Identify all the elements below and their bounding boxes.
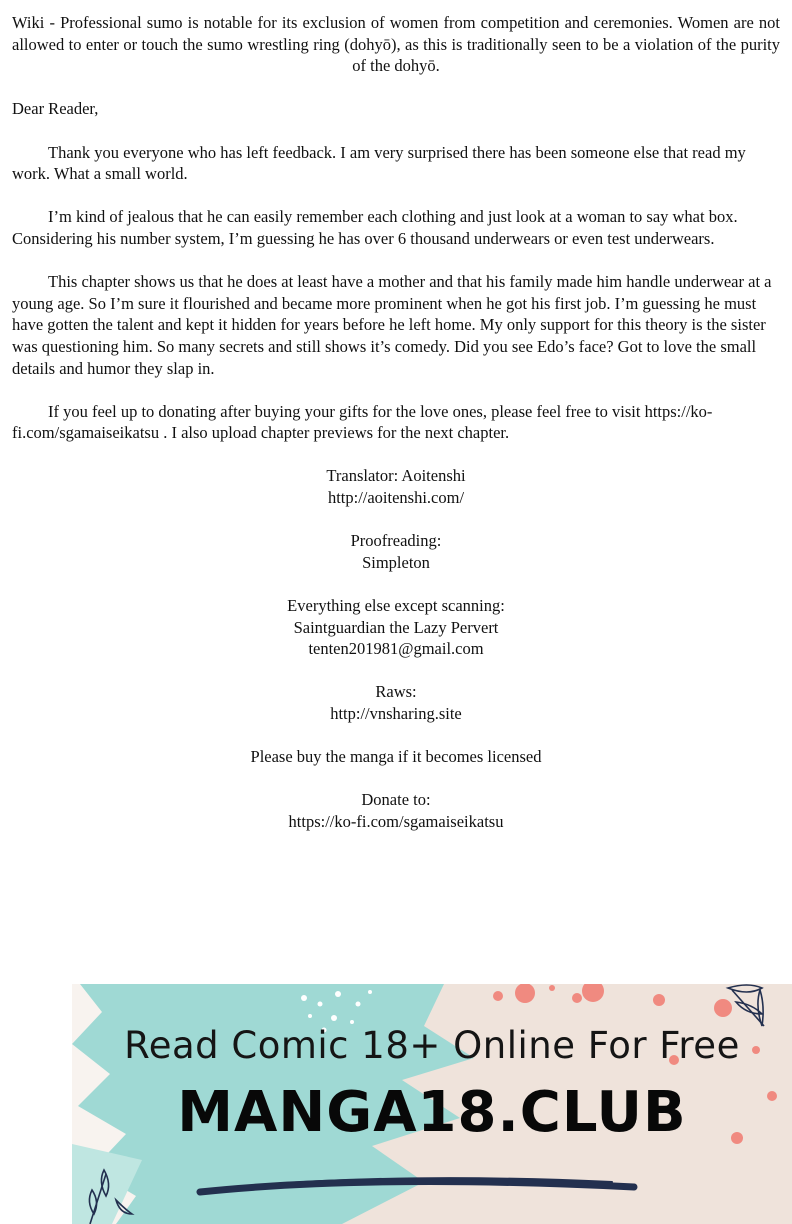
promo-banner[interactable] [72, 984, 792, 1224]
translator-label: Translator: Aoitenshi [326, 466, 466, 486]
credits-section [12, 465, 780, 832]
raws-label: Raws: [375, 682, 417, 702]
contact-email[interactable]: tenten201981@gmail.com [308, 639, 484, 659]
proofreader-name: Simpleton [362, 552, 430, 572]
wiki-note [12, 12, 780, 77]
banner-tagline: Read Comic 18+ Online For Free [124, 1024, 740, 1067]
letter-greeting: Dear Reader, [12, 99, 99, 119]
proofreading-label: Proofreading: [350, 531, 442, 551]
license-note: Please buy the manga if it becomes licensed [250, 747, 542, 767]
banner-site-name[interactable]: MANGA18.CLUB [177, 1080, 687, 1145]
document-body [12, 12, 780, 833]
letter-paragraph: This chapter shows us that he does at least have a mother and that his family made him handle underwear at a young age. So I’m sure it flourished and became more prominent when he got his first job. I’m guessing he must have gotten the talent and kept it hidden for years before he left home. My only support for this theory is the sister was questioning him. So many secrets and still shows it’s comedy. Did you see Edo’s face? Got to love the small details and humor they slap in. [12, 272, 772, 378]
wiki-prefix: Wiki - [12, 13, 61, 32]
letter-paragraph: If you feel up to donating after buying your gifts for the love ones, please feel free to visit https://ko-fi.com/sgamaiseikatsu . I also upload chapter previews for the next chapter. [12, 401, 713, 443]
donate-link[interactable]: https://ko-fi.com/sgamaiseikatsu [288, 811, 504, 831]
translator-link[interactable]: http://aoitenshi.com/ [327, 488, 465, 508]
letter-paragraph: I’m kind of jealous that he can easily remember each clothing and just look at a woman to say what box. Considering his number system, I’m guessing he has over 6 thousand underwears or even test underwears. [12, 207, 738, 248]
raws-link[interactable]: http://vnsharing.site [330, 704, 462, 723]
donate-label: Donate to: [361, 790, 431, 810]
everything-else-label: Everything else except scanning: [287, 596, 505, 616]
everything-else-name: Saintguardian the Lazy Pervert [293, 617, 499, 637]
letter-paragraph: Thank you everyone who has left feedback. I am very surprised there has been someone else that read my work. What a small world. [12, 142, 746, 184]
wiki-text: Professional sumo is notable for its exclusion of women from competition and ceremonies. Women are not allowed to enter or touch the sumo wrestling ring (dohyō), as this is traditionally seen to be a violation of the purity of the dohyō. [12, 13, 781, 76]
